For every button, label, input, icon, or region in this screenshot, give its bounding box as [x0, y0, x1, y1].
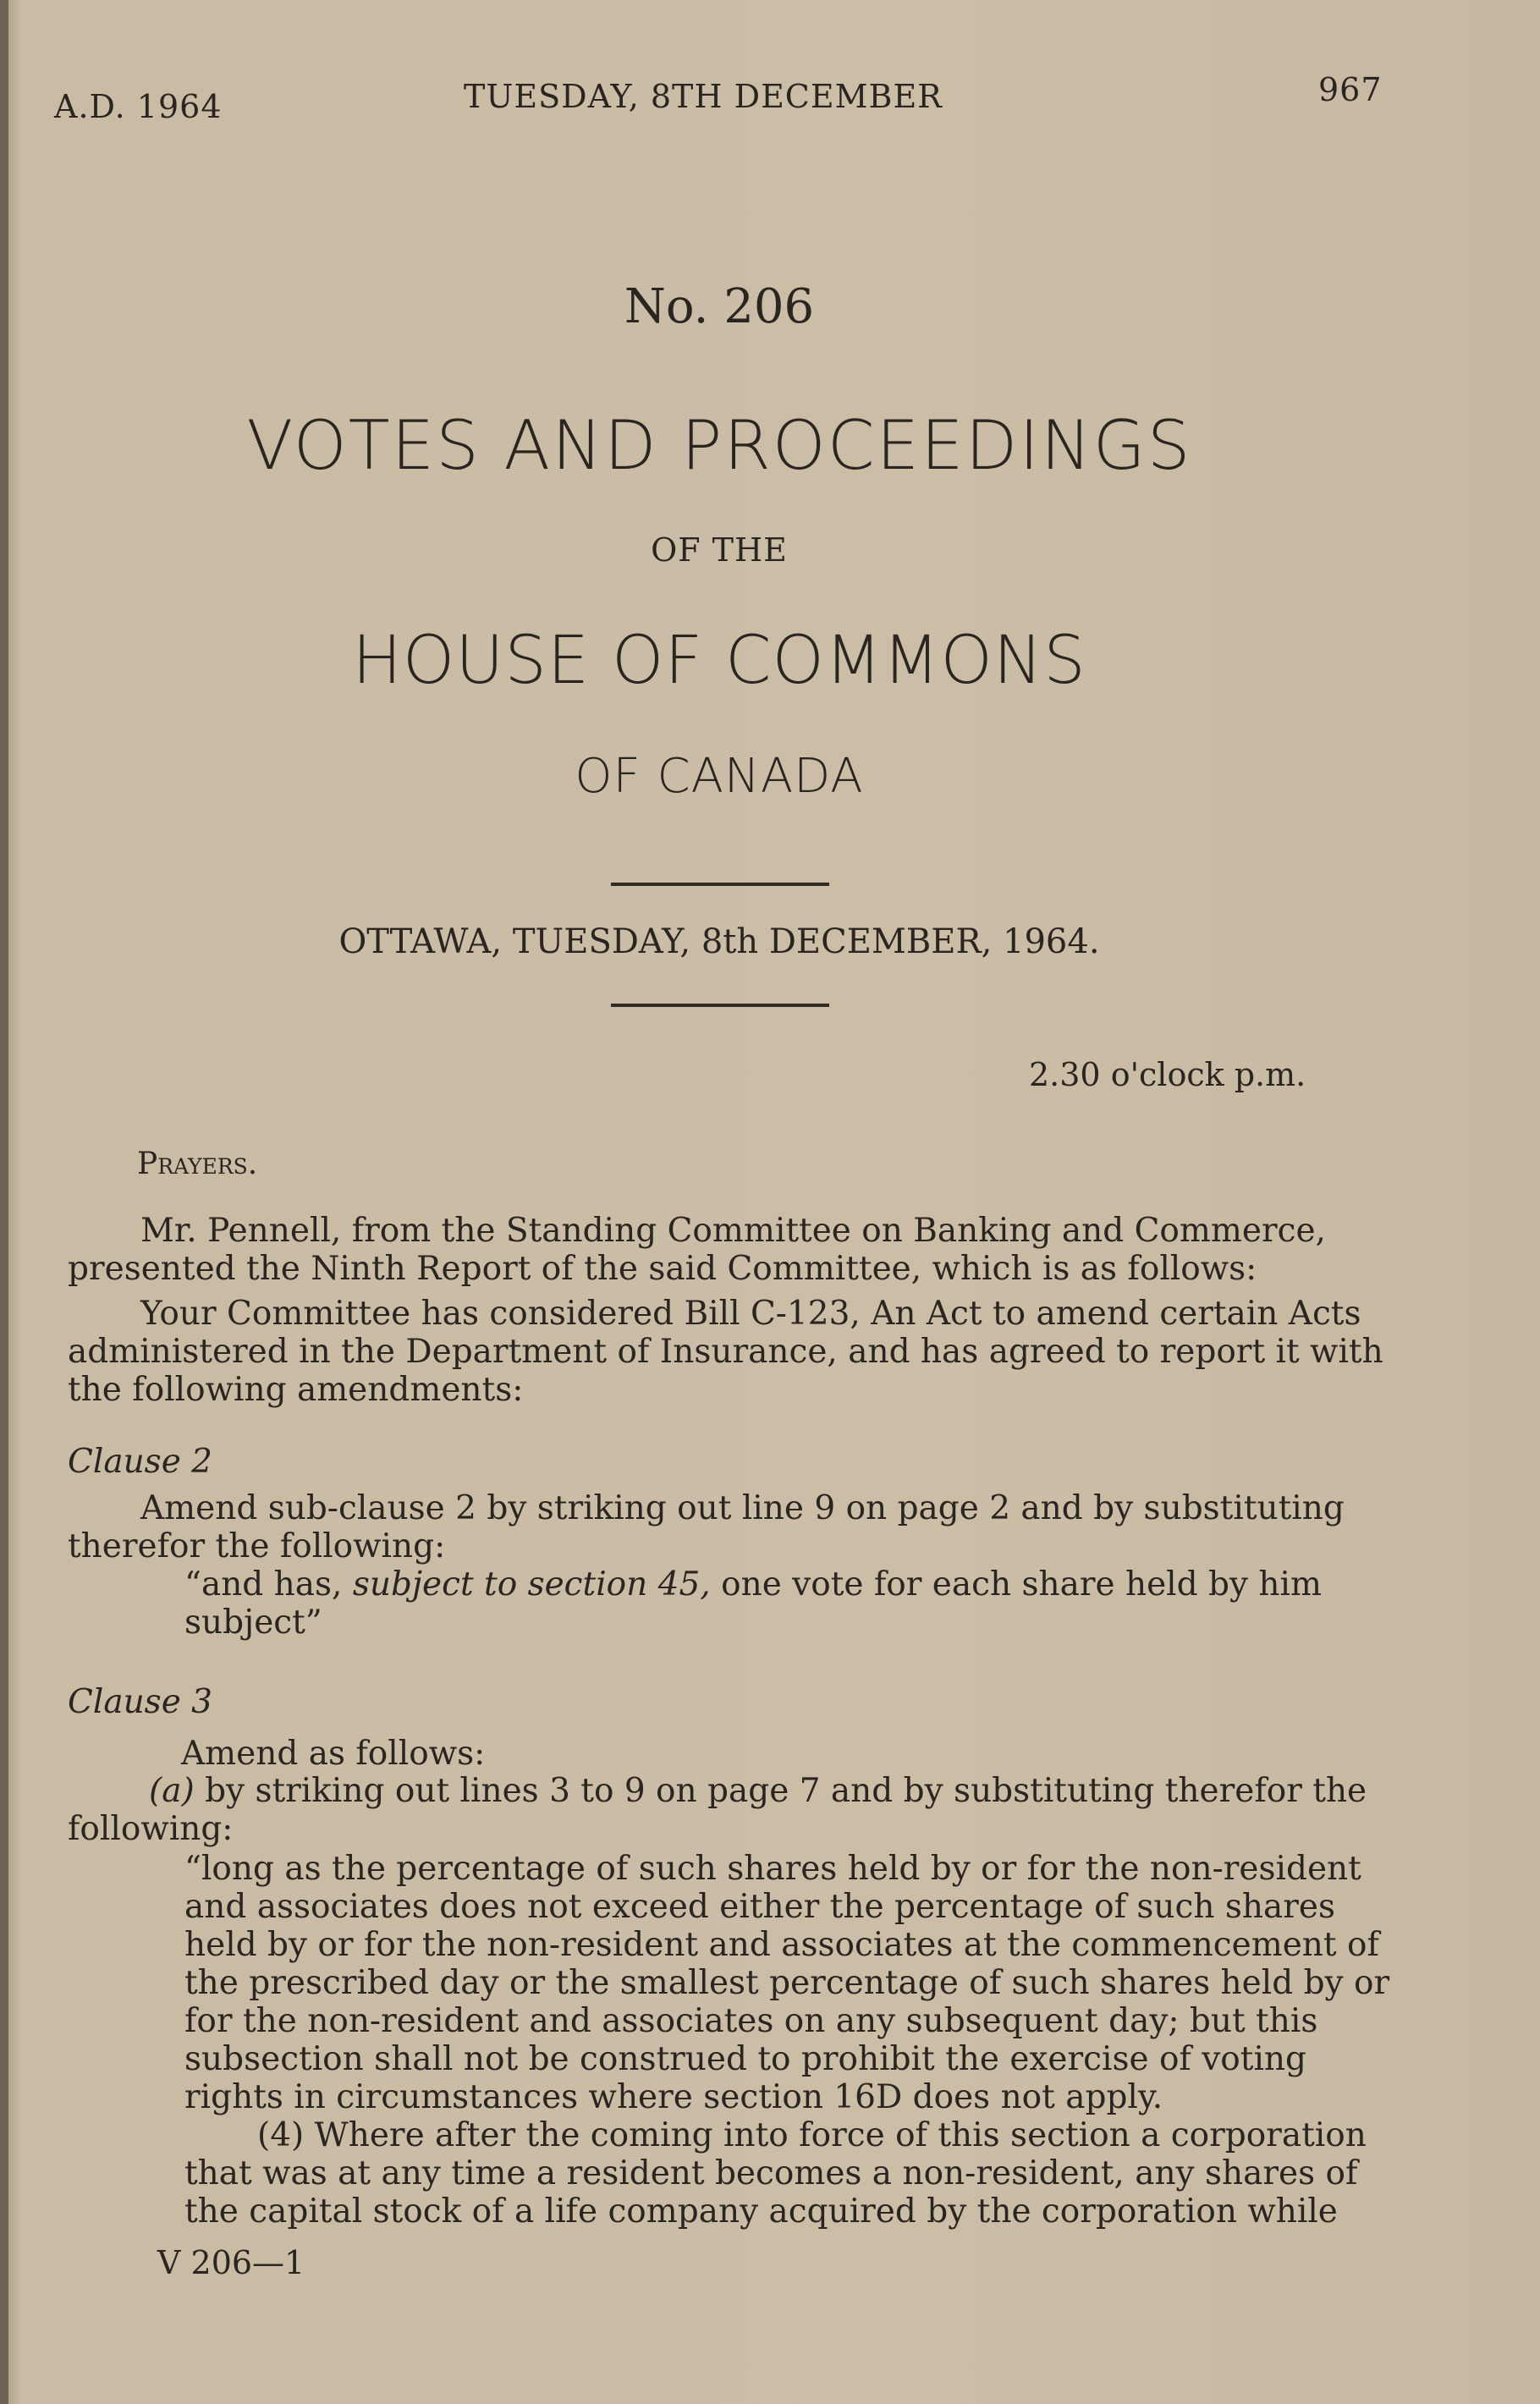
clause3-item-a: [68, 1772, 1396, 1848]
document-title: VOTES AND PROCEEDINGS: [246, 406, 1192, 485]
clause2-quote-italic: subject to section 45,: [352, 1565, 711, 1604]
item-a-text: by striking out lines 3 to 9 on page 7 and by substituting therefor the following:: [68, 1772, 1367, 1848]
house-title: HOUSE OF COMMONS: [352, 623, 1086, 699]
clause3-quote: “long as the percentage of such shares held by or for the non-resident and associates does not exceed either the percentage of such shares held by or for the non-resident and associates at the commencement of the prescribed day or the smallest percentage of such shares held by or for the non-resident and associates on any subsequent day; but this subsection shall not be construed to prohibit the exercise of voting rights in circumstances where section 16D does not apply.: [184, 1850, 1390, 2116]
clause2-quote-end: one vote for each share held by him subject”: [184, 1565, 1322, 1642]
committee-paragraph: Your Committee has considered Bill C-123, An Act to amend certain Acts administered in the Department of Insurance, and has agreed to report it with the following amendments:: [68, 1295, 1383, 1409]
subsection-4: (4) Where after the coming into force of this section a corporation that was at any time a resident becomes a non-resident, any shares of the capital stock of a life company acquired by the corporation while: [184, 2116, 1367, 2231]
country-title: OF CANADA: [575, 749, 864, 804]
divider-bottom: [611, 1004, 829, 1007]
clause2-heading: Clause 2: [68, 1443, 212, 1481]
title-of-the: OF THE: [651, 531, 788, 569]
running-head-year: A.D. 1964: [54, 88, 223, 125]
clause3-amendment: Amend as follows:: [181, 1735, 486, 1773]
signature-mark: V 206—1: [157, 2244, 305, 2281]
page-number: 967: [1318, 71, 1383, 108]
clause2-amendment: Amend sub-clause 2 by striking out line 9 on page 2 and by substituting therefor the following:: [68, 1489, 1345, 1565]
clause3-heading: Clause 3: [68, 1683, 212, 1721]
running-head: [0, 71, 1540, 125]
binding-spine: [0, 0, 8, 2404]
sitting-time: 2.30 o'clock p.m.: [1029, 1056, 1306, 1093]
report-intro-paragraph: Mr. Pennell, from the Standing Committee on Banking and Commerce, presented the Ninth Report of the said Committee, which is as follows:: [68, 1212, 1326, 1288]
clause2-quote: [184, 1565, 1396, 1642]
clause2-quote-start: “and has,: [184, 1565, 353, 1604]
prayers-heading: Prayers.: [137, 1147, 258, 1181]
dateline: OTTAWA, TUESDAY, 8th DECEMBER, 1964.: [338, 922, 1100, 961]
item-a-label: (a): [149, 1772, 195, 1810]
running-head-date: TUESDAY, 8TH DECEMBER: [464, 78, 943, 115]
issue-number: No. 206: [624, 279, 815, 334]
divider-top: [611, 883, 829, 886]
